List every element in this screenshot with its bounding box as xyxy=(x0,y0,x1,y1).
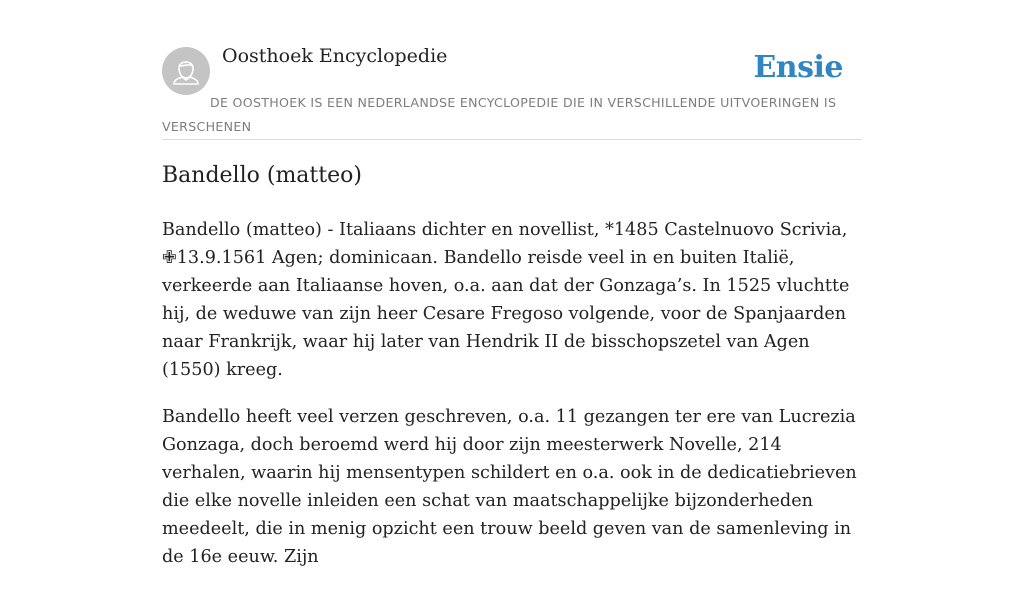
article-body xyxy=(162,216,866,590)
avatar[interactable] xyxy=(162,47,210,95)
brand-logo[interactable]: Ensie xyxy=(753,50,843,85)
content-column xyxy=(162,0,862,567)
article-paragraph: Bandello heeft veel verzen geschreven, o.a. 11 gezangen ter ere van Lucrezia Gonzaga, doch beroemd werd hij door zijn meesterwerk Novelle, 214 verhalen, waarin hij mensentypen schildert en o.a. ook in de dedicatiebrieven die elke novelle inleiden een schat van maatschappelijke bijzonderheden meedeelt, die in menig opzicht een trouw beeld geven van de samenleving in de 16e eeuw. Zijn xyxy=(162,407,857,567)
source-tagline: DE OOSTHOEK IS EEN NEDERLANDSE ENCYCLOPEDIE DIE IN VERSCHILLENDE UITVOERINGEN IS VERSCHENEN xyxy=(162,95,837,134)
source-name[interactable]: Oosthoek Encyclopedie xyxy=(222,45,448,67)
user-icon xyxy=(162,47,210,95)
source-header xyxy=(162,0,862,140)
article-title: Bandello (matteo) xyxy=(162,163,362,188)
article-paragraph: Bandello (matteo) - Italiaans dichter en novellist, *1485 Castelnuovo Scrivia, ✙13.9.1561 Agen; dominicaan. Bandello reisde veel in en buiten Italië, verkeerde aan Italiaanse hoven, o.a. aan dat der Gonzaga’s. In 1525 vluchtte hij, de weduwe van zijn heer Cesare Fregoso volgende, voor de Spanjaarden naar Frankrijk, waar hij later van Hendrik II de bisschopszetel van Agen (1550) kreeg. xyxy=(162,220,850,380)
